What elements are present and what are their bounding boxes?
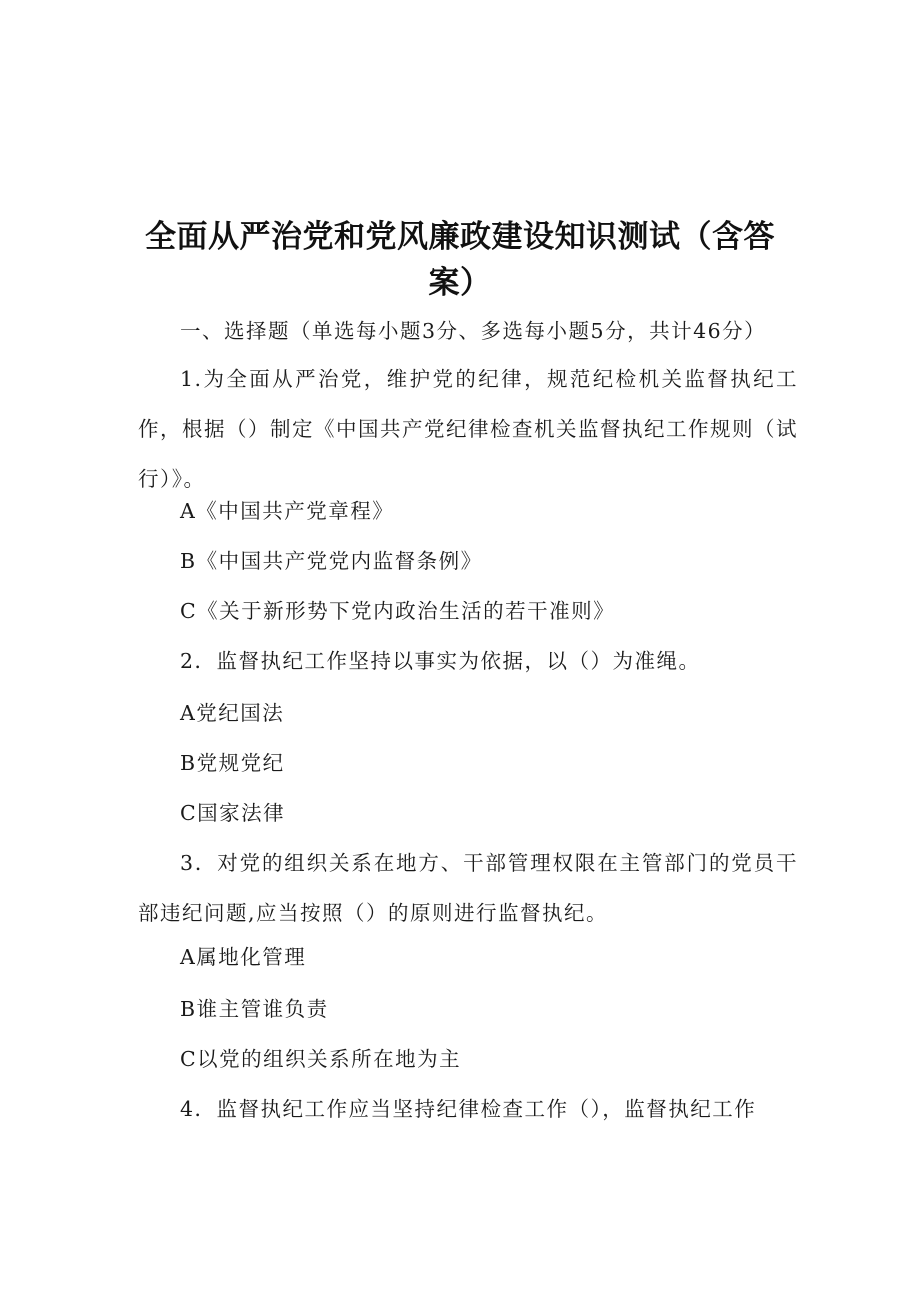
question-1-stem: 1.为全面从严治党，维护党的纪律，规范纪检机关监督执纪工作，根据（）制定《中国共产党纪律检查机关监督执纪工作规则（试行）》。 [138,367,798,491]
question-3-stem: 3．对党的组织关系在地方、干部管理权限在主管部门的党员干部违纪问题,应当按照（）的原则进行监督执纪。 [138,851,798,925]
question-3-option-a: A属地化管理 [180,945,307,969]
question-1-option-a: A《中国共产党章程》 [180,499,395,523]
question-1-option-b: B《中国共产党党内监督条例》 [180,549,483,573]
question-3-option-c: C以党的组织关系所在地为主 [180,1047,462,1071]
question-2-option-a: A党纪国法 [180,701,285,725]
document-title: 全面从严治党和党风廉政建设知识测试（含答案） [145,219,775,301]
question-1-option-c: C《关于新形势下党内政治生活的若干准则》 [180,599,616,623]
question-2-stem: 2．监督执纪工作坚持以事实为依据，以（）为准绳。 [180,649,701,673]
question-2-option-c: C国家法律 [180,801,286,825]
question-2-option-b: B党规党纪 [180,751,285,775]
section-heading: 一、选择题（单选每小题3分、多选每小题5分，共计46分） [180,319,767,343]
question-3-option-b: B谁主管谁负责 [180,997,329,1021]
question-4-stem: 4．监督执纪工作应当坚持纪律检查工作（），监督执纪工作 [180,1097,757,1121]
